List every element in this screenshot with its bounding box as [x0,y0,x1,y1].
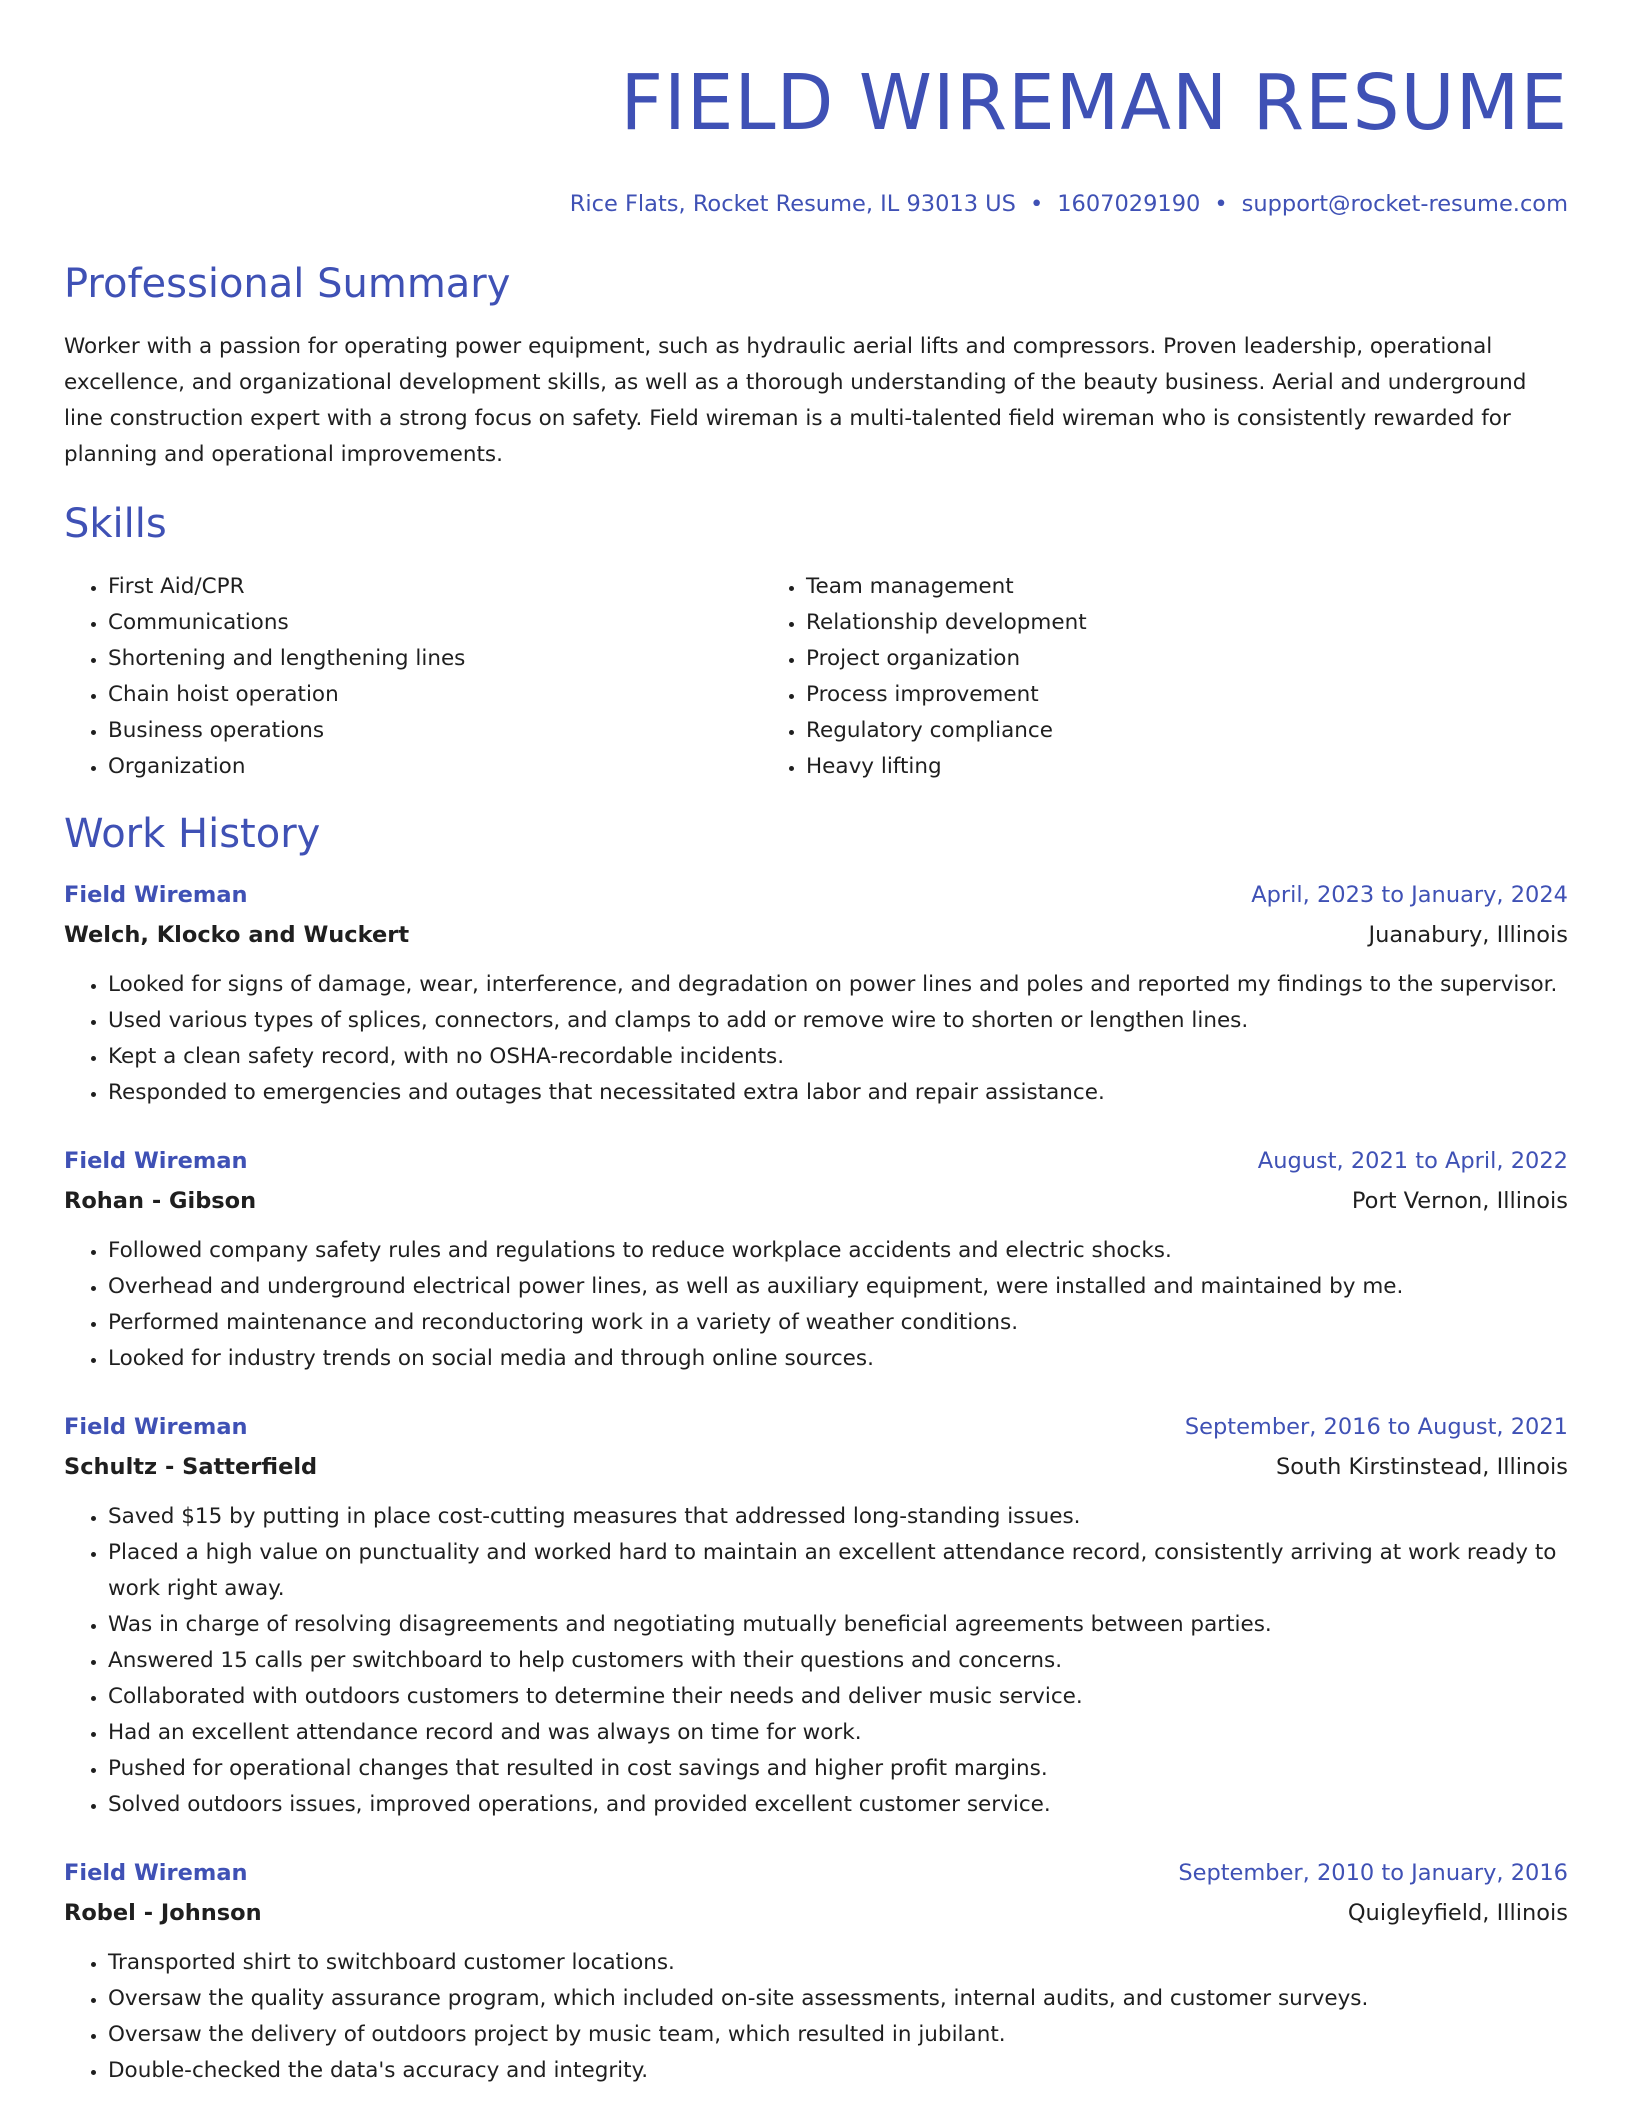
skills-column-left [64,569,762,785]
job-entry [64,1407,1568,1823]
job-company: Rohan - Gibson [64,1188,257,1214]
skill-item: • Relationship development [806,605,1460,641]
job-dates: April, 2023 to January, 2024 [1251,882,1568,908]
contact-line [64,189,1568,219]
job-entry [64,875,1568,1111]
contact-address: Rice Flats, Rocket Resume, IL 93013 US [569,191,1016,217]
job-company: Robel - Johnson [64,1900,262,1926]
job-bullet: • Overhead and underground electrical power lines, as well as auxiliary equipment, were installed and maintained by me. [108,1269,1568,1305]
summary-text: Worker with a passion for operating power equipment, such as hydraulic aerial lifts and compressors. Proven leadership, operational excellence, and organizational development skills, as well as a thorough understanding of the beauty business. Aerial and underground line construction expert with a strong focus on safety. Field wireman is a multi-talented field wireman who is consistently rewarded for planning and operational improvements. [64,334,1527,467]
job-location: Quigleyfield, Illinois [1347,1900,1568,1926]
skill-item: • Team management [806,569,1460,605]
job-dates: September, 2010 to January, 2016 [1178,1860,1568,1886]
work-history-heading: Work History [64,811,321,857]
job-bullet: • Kept a clean safety record, with no OSHA-recordable incidents. [108,1039,1568,1075]
job-title: Field Wireman [64,1860,248,1886]
job-location: Port Vernon, Illinois [1351,1188,1568,1214]
job-bullet: • Collaborated with outdoors customers to determine their needs and deliver music service. [108,1679,1568,1715]
job-bullet: • Solved outdoors issues, improved operations, and provided excellent customer service. [108,1787,1568,1823]
job-title: Field Wireman [64,1148,248,1174]
job-bullet: • Oversaw the delivery of outdoors project by music team, which resulted in jubilant. [108,2017,1568,2053]
skill-item: • Organization [108,749,762,785]
job-bullet: • Used various types of splices, connectors, and clamps to add or remove wire to shorten or lengthen lines. [108,1003,1568,1039]
skill-item: • Chain hoist operation [108,677,762,713]
skill-item: • Heavy lifting [806,749,1460,785]
job-location: South Kirstinstead, Illinois [1275,1454,1568,1480]
skills-list [64,569,1568,785]
job-bullet: • Followed company safety rules and regulations to reduce workplace accidents and electric shocks. [108,1233,1568,1269]
contact-separator: • [1029,191,1044,217]
skill-item: • Process improvement [806,677,1460,713]
job-bullet: • Performed maintenance and reconductoring work in a variety of weather conditions. [108,1305,1568,1341]
skill-item: • Shortening and lengthening lines [108,641,762,677]
job-bullet: • Answered 15 calls per switchboard to help customers with their questions and concerns. [108,1643,1568,1679]
job-dates: August, 2021 to April, 2022 [1257,1148,1568,1174]
job-bullet: • Placed a high value on punctuality and worked hard to maintain an excellent attendance record, consistently arriving at work ready to work right away. [108,1535,1568,1607]
job-bullet: • Saved $15 by putting in place cost-cutting measures that addressed long-standing issues. [108,1499,1568,1535]
job-entry [64,1853,1568,2089]
job-bullets [64,967,1568,1111]
contact-email: support@rocket-resume.com [1241,191,1568,217]
job-bullet: • Looked for industry trends on social media and through online sources. [108,1341,1568,1377]
job-bullet: • Pushed for operational changes that resulted in cost savings and higher profit margins. [108,1751,1568,1787]
skill-item: • First Aid/CPR [108,569,762,605]
job-bullet: • Oversaw the quality assurance program, which included on-site assessments, internal audits, and customer surveys. [108,1981,1568,2017]
job-bullets [64,1945,1568,2089]
skills-column-right [762,569,1460,785]
skill-item: • Business operations [108,713,762,749]
job-bullets [64,1233,1568,1377]
contact-phone: 1607029190 [1057,191,1201,217]
job-bullet: • Was in charge of resolving disagreements and negotiating mutually beneficial agreements between parties. [108,1607,1568,1643]
job-bullet: • Responded to emergencies and outages that necessitated extra labor and repair assistance. [108,1075,1568,1111]
job-bullet: • Had an excellent attendance record and was always on time for work. [108,1715,1568,1751]
resume-title: FIELD WIREMAN RESUME [620,59,1568,148]
resume-page [64,0,1568,2089]
skill-item: • Communications [108,605,762,641]
summary-heading: Professional Summary [64,261,511,307]
job-entry [64,1141,1568,1377]
skill-item: • Project organization [806,641,1460,677]
job-bullets [64,1499,1568,1823]
job-bullet: • Transported shirt to switchboard customer locations. [108,1945,1568,1981]
skills-heading: Skills [64,501,167,547]
job-bullet: • Looked for signs of damage, wear, interference, and degradation on power lines and poles and reported my findings to the supervisor. [108,967,1568,1003]
job-title: Field Wireman [64,1414,248,1440]
contact-separator: • [1214,191,1228,217]
job-dates: September, 2016 to August, 2021 [1184,1414,1568,1440]
job-company: Welch, Klocko and Wuckert [64,922,410,948]
job-company: Schultz - Satterfield [64,1454,318,1480]
job-title: Field Wireman [64,882,248,908]
job-location: Juanabury, Illinois [1368,922,1568,948]
job-bullet: • Double-checked the data's accuracy and integrity. [108,2053,1568,2089]
skill-item: • Regulatory compliance [806,713,1460,749]
